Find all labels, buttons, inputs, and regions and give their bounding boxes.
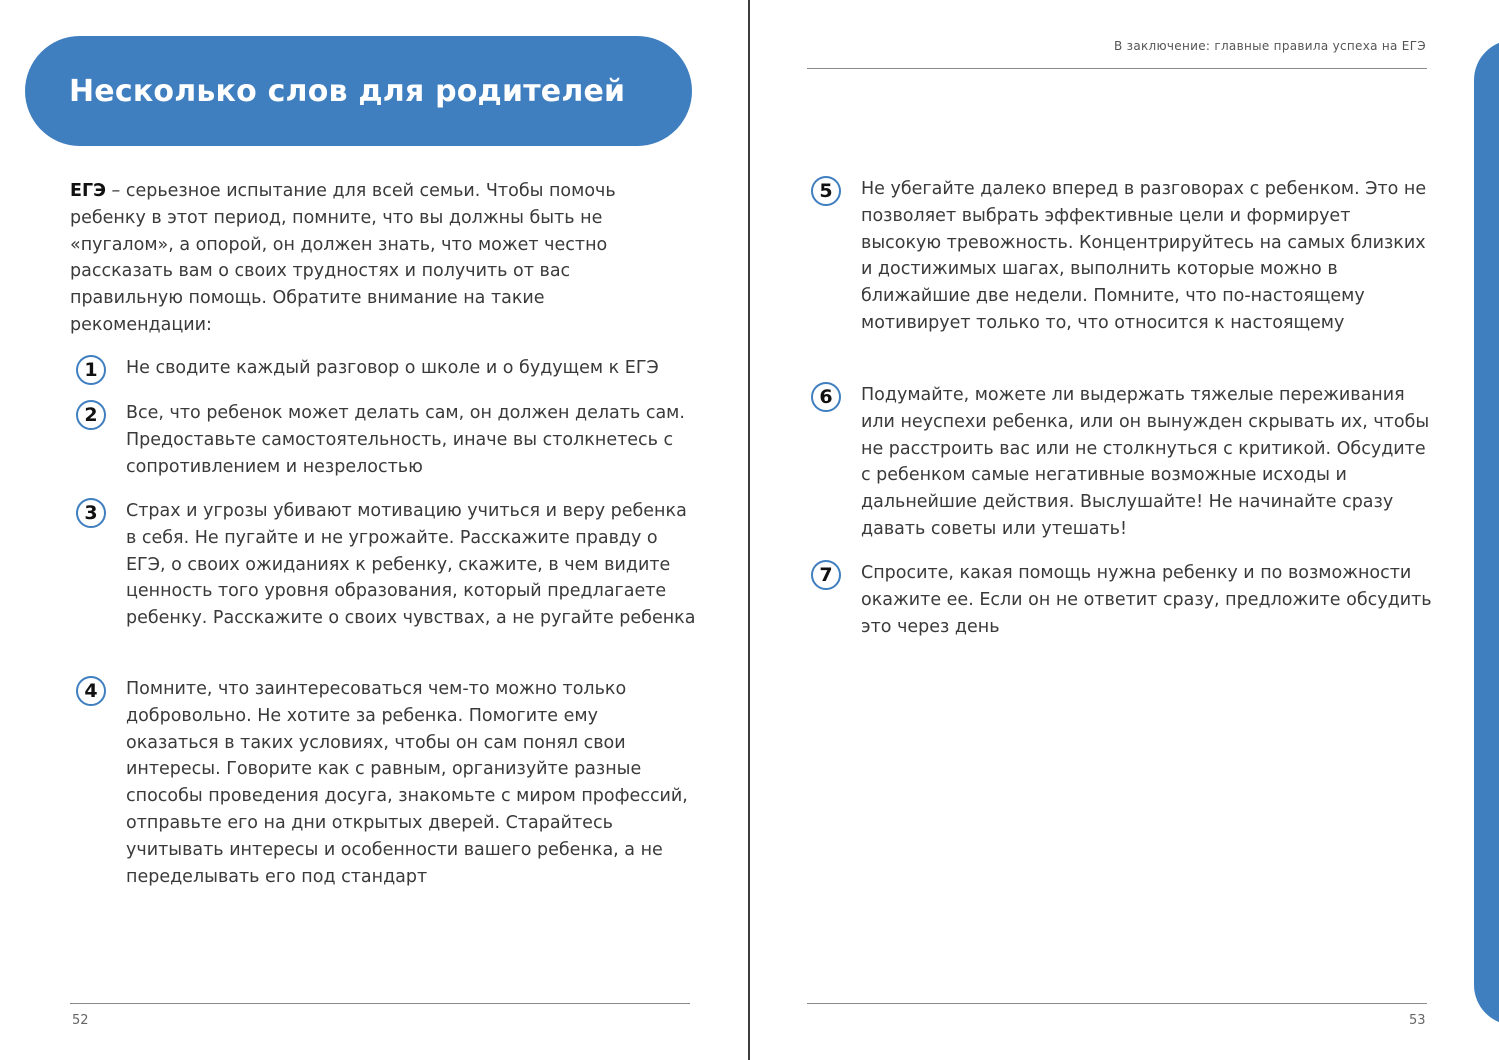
header-divider xyxy=(807,68,1427,69)
list-item-4 xyxy=(76,676,696,890)
list-item-text: Не убегайте далеко вперед в разговорах с ребенком. Это не позволяет выбрать эффективные цели и формирует высокую тревожность. Концентрируйтесь на самых близких и достижимых шагах, выполнить которые можно в ближайшие две недели. Помните, что по-настоящему мотивирует только то, что относится к настоящему xyxy=(861,179,1427,333)
number-badge: 1 xyxy=(76,355,106,385)
number-badge: 4 xyxy=(76,676,106,706)
list-item-6 xyxy=(811,382,1436,543)
running-header: В заключение: главные правила успеха на ЕГЭ xyxy=(1114,39,1426,53)
list-item-2 xyxy=(76,400,696,480)
list-item-text: Помните, что заинтересоваться чем-то можно только добровольно. Не хотите за ребенка. Помогите ему оказаться в таких условиях, чтобы он сам понял свои интересы. Говорите как с равным, организуйте разные способы проведения досуга, знакомьте с миром профессий, отправьте его на дни открытых дверей. Старайтесь учитывать интересы и особенности вашего ребенка, а не переделывать его под стандарт xyxy=(126,679,688,887)
footer-divider xyxy=(70,1003,690,1004)
page-number: 52 xyxy=(72,1013,89,1028)
list-item-text: Подумайте, можете ли выдержать тяжелые переживания или неуспехи ребенка, или он вынужден скрывать их, чтобы не расстроить вас или не столкнуться с критикой. Обсудите с ребенком самые негативные возможные исходы и дальнейшие действия. Выслушайте! Не начинайте сразу давать советы или утешать! xyxy=(861,385,1430,539)
list-item-3 xyxy=(76,498,696,632)
list-item-5 xyxy=(811,176,1436,337)
side-tab-decoration xyxy=(1474,40,1499,1025)
list-item-1 xyxy=(76,355,696,385)
number-badge: 3 xyxy=(76,498,106,528)
list-item-text: Спросите, какая помощь нужна ребенку и по возможности окажите ее. Если он не ответит сразу, предложите обсудить это через день xyxy=(861,563,1432,637)
page-number: 53 xyxy=(1409,1013,1426,1028)
title-banner xyxy=(25,36,692,146)
intro-text: – серьезное испытание для всей семьи. Чтобы помочь ребенку в этот период, помните, что вы должны быть не «пугалом», а опорой, он должен знать, что может честно рассказать вам о своих трудностях и получить от вас правильную помощь. Обратите внимание на такие рекомендации: xyxy=(70,181,616,335)
footer-divider xyxy=(807,1003,1427,1004)
number-badge: 6 xyxy=(811,382,841,412)
intro-bold: ЕГЭ xyxy=(70,181,106,201)
list-item-text: Страх и угрозы убивают мотивацию учиться и веру ребенка в себя. Не пугайте и не угрожайте. Расскажите правду о ЕГЭ, о своих ожиданиях к ребенку, скажите, в чем видите ценность того уровня образования, который предлагаете ребенку. Расскажите о своих чувствах, а не ругайте ребенка xyxy=(126,501,696,629)
page-title: Несколько слов для родителей xyxy=(69,73,626,109)
number-badge: 2 xyxy=(76,400,106,430)
left-page xyxy=(0,0,748,1060)
number-badge: 5 xyxy=(811,176,841,206)
intro-paragraph xyxy=(70,178,685,339)
list-item-7 xyxy=(811,560,1436,640)
number-badge: 7 xyxy=(811,560,841,590)
list-item-text: Все, что ребенок может делать сам, он должен делать сам. Предоставьте самостоятельность, иначе вы столкнетесь с сопротивлением и незрелостью xyxy=(126,403,685,477)
list-item-text: Не сводите каждый разговор о школе и о будущем к ЕГЭ xyxy=(126,358,659,378)
